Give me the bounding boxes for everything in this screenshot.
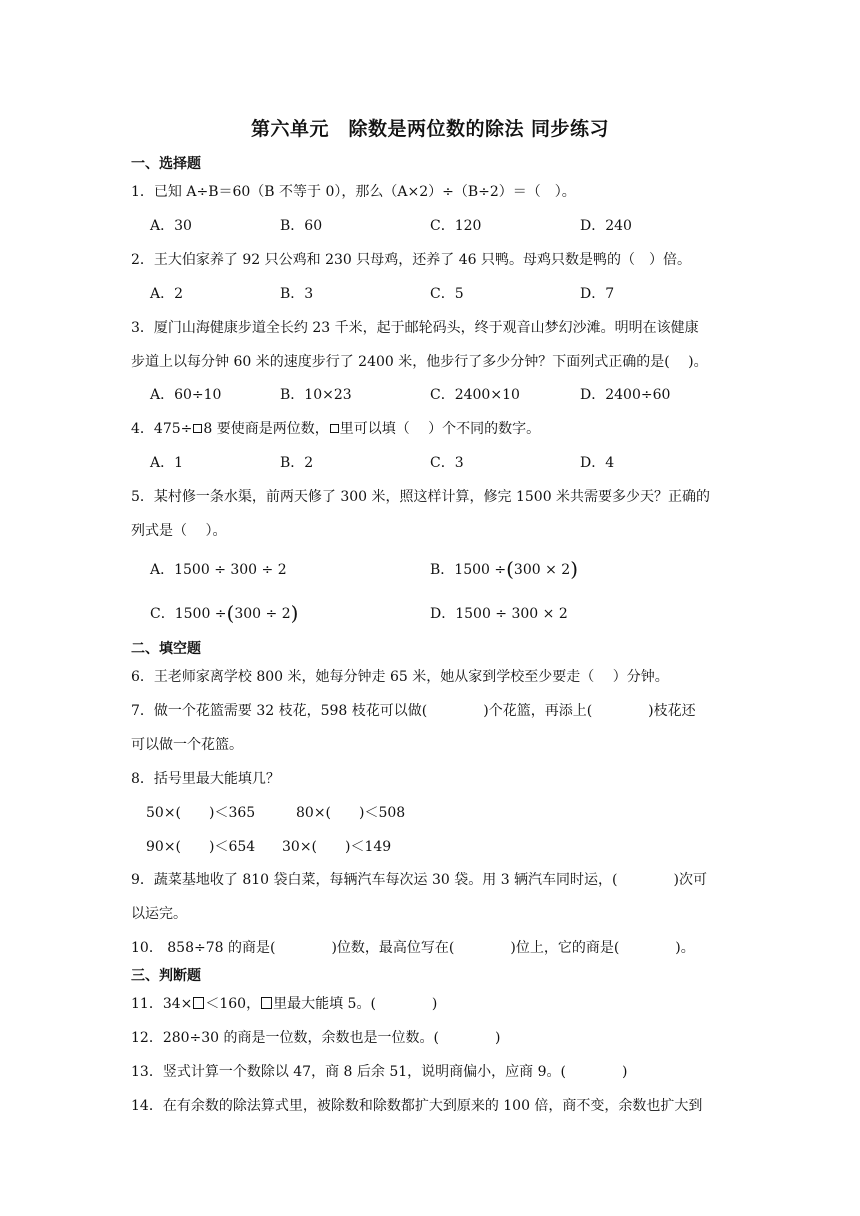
option-a: A．2 <box>150 286 184 302</box>
option-a: A．30 <box>150 218 192 234</box>
option-c: C．120 <box>430 218 482 234</box>
option-c: C．3 <box>430 455 464 471</box>
option-b: B．1500 ÷(300 × 2) <box>430 557 578 581</box>
blank-box-icon <box>261 997 272 1009</box>
question-4-part-1: 4．475÷ <box>131 421 193 437</box>
option-b: B．3 <box>280 286 314 302</box>
question-5-line-2: 列式是（ ）。 <box>131 523 227 539</box>
option-d: D．240 <box>580 218 632 234</box>
question-8-item-d: 30×( )＜149 <box>282 839 392 855</box>
option-b: B．2 <box>280 455 314 471</box>
question-13: 13．竖式计算一个数除以 47，商 8 后余 51，说明商偏小，应商 9。( ) <box>131 1064 628 1080</box>
question-4-part-2: 8 要使商是两位数， <box>203 421 329 437</box>
question-10: 10． 858÷78 的商是( )位数，最高位写在( )位上，它的商是( )。 <box>131 940 695 956</box>
question-1: 1．已知 A÷B＝60（B 不等于 0），那么（A×2）÷（B÷2）＝（ ）。 <box>131 184 576 200</box>
question-11-part-2: ＜160， <box>205 996 261 1012</box>
question-6: 6．王老师家离学校 800 米，她每分钟走 65 米，她从家到学校至少要走（ ）分钟。 <box>131 669 669 685</box>
blank-box-icon <box>193 424 202 433</box>
question-8-item-c: 90×( )＜654 <box>146 839 256 855</box>
question-3-line-1: 3．厦门山海健康步道全长约 23 千米，起于邮轮码头，终于观音山梦幻沙滩。明明在该健康 <box>131 320 699 336</box>
option-d: D．2400÷60 <box>580 387 671 403</box>
option-d: D．4 <box>580 455 615 471</box>
page-title: 第六单元 除数是两位数的除法 同步练习 <box>250 118 610 140</box>
question-7-line-1: 7．做一个花篮需要 32 枝花，598 枝花可以做( )个花篮，再添上( )枝花还 <box>131 703 696 719</box>
section-heading-judge: 三、判断题 <box>131 968 201 984</box>
option-a: A．1500 ÷ 300 ÷ 2 <box>150 562 287 578</box>
option-a: A．60÷10 <box>150 387 222 403</box>
question-7-line-2: 可以做一个花篮。 <box>131 737 243 753</box>
question-4-part-3: 里可以填（ ）个不同的数字。 <box>339 421 541 437</box>
blank-box-icon <box>193 997 204 1009</box>
question-8: 8．括号里最大能填几？ <box>131 771 280 787</box>
option-b: B．10×23 <box>280 387 352 403</box>
option-d: D．1500 ÷ 300 × 2 <box>430 606 568 622</box>
option-d: D．7 <box>580 286 615 302</box>
question-5-line-1: 5．某村修一条水渠，前两天修了 300 米，照这样计算，修完 1500 米共需要多少天？正确的 <box>131 489 711 505</box>
question-8-item-b: 80×( )＜508 <box>296 805 406 821</box>
option-c: C．5 <box>430 286 464 302</box>
question-11 <box>131 993 437 1013</box>
question-11-part-3: 里最大能填 5。( ) <box>273 996 438 1012</box>
question-8-item-a: 50×( )＜365 <box>146 805 256 821</box>
question-11-part-1: 11．34× <box>131 996 193 1012</box>
question-4 <box>131 418 540 438</box>
option-a: A．1 <box>150 455 184 471</box>
question-9-line-2: 以运完。 <box>131 906 187 922</box>
option-c: C．2400×10 <box>430 387 520 403</box>
option-c: C．1500 ÷(300 ÷ 2) <box>150 601 299 625</box>
question-12: 12．280÷30 的商是一位数，余数也是一位数。( ) <box>131 1030 501 1046</box>
question-14: 14．在有余数的除法算式里，被除数和除数都扩大到原来的 100 倍，商不变，余数也扩大到 <box>131 1098 703 1114</box>
section-heading-choice: 一、选择题 <box>131 156 201 172</box>
option-b: B．60 <box>280 218 323 234</box>
blank-box-icon <box>330 424 339 433</box>
section-heading-fill: 二、填空题 <box>131 641 201 657</box>
question-2: 2．王大伯家养了 92 只公鸡和 230 只母鸡，还养了 46 只鸭。母鸡只数是鸭的（ ）倍。 <box>131 252 691 268</box>
question-9-line-1: 9．蔬菜基地收了 810 袋白菜，每辆汽车每次运 30 袋。用 3 辆汽车同时运，( )次可 <box>131 872 707 888</box>
question-3-line-2: 步道上以每分钟 60 米的速度步行了 2400 米，他步行了多少分钟？下面列式正确的是( )。 <box>131 354 708 370</box>
